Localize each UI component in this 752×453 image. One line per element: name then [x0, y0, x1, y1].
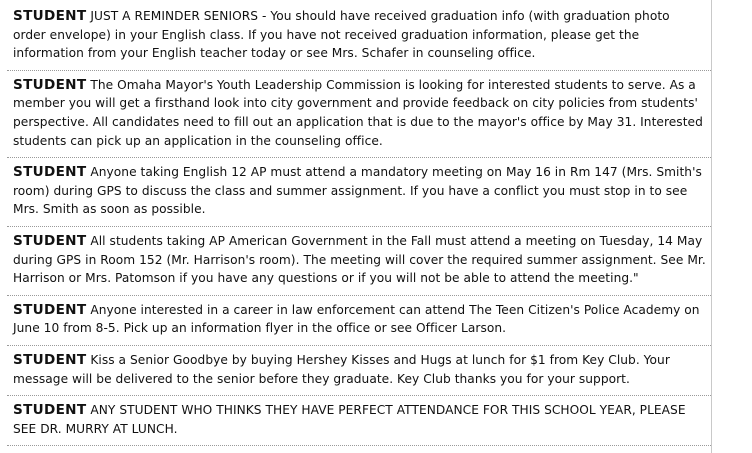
announcement-text: All students taking AP American Government in the Fall must attend a meeting on Tuesday, 14 May during GPS in Room 152 (Mr. Harrison's room). The meeting will cover the required summer assignment. See Mr. Harrison or Mrs. Patomson if you have any questions or if you will not be able to attend the meeting.": [13, 233, 706, 286]
announcement-text: JUST A REMINDER SENIORS - You should have received graduation info (with graduation photo order envelope) in your English class. If you have not received graduation information, please get the information from your English teacher today or see Mrs. Schafer in counseling office.: [13, 9, 670, 61]
content-right-border: [711, 0, 712, 453]
announcement-category: STUDENT: [13, 76, 87, 93]
announcement-category: STUDENT: [13, 8, 87, 24]
announcement-category: STUDENT: [13, 164, 87, 181]
announcement-text: Kiss a Senior Goodbye by buying Hershey Kisses and Hugs at lunch for $1 from Key Club. Your message will be delivered to the senior before they graduate. Key Club thanks you for your support.: [13, 352, 670, 386]
announcement-item: [7, 396, 711, 446]
announcement-text: The Omaha Mayor's Youth Leadership Commission is looking for interested students to serve. As a member you will get a firsthand look into city government and provide feedback on city policies from students' perspective. All candidates need to fill out an application that is due to the mayor's office by May 31. Interested students can pick up an application in the counseling office.: [13, 77, 703, 148]
announcement-item: [7, 2, 711, 71]
announcement-item: [7, 346, 711, 396]
announcement-list: [7, 2, 711, 446]
announcement-category: STUDENT: [13, 351, 87, 368]
announcement-item: [7, 158, 711, 227]
announcement-category: STUDENT: [13, 232, 87, 249]
announcement-text: Anyone taking English 12 AP must attend a mandatory meeting on May 16 in Rm 147 (Mrs. Smith's room) during GPS to discuss the class and summer assignment. If you have a conflict you must stop in to see Mrs. Smith as soon as possible.: [13, 165, 702, 217]
announcement-text: Anyone interested in a career in law enforcement can attend The Teen Citizen's Police Academy on June 10 from 8-5. Pick up an information flyer in the office or see Officer Larson.: [13, 302, 700, 336]
announcement-category: STUDENT: [13, 402, 87, 419]
announcement-item: [7, 227, 711, 296]
announcement-category: STUDENT: [13, 301, 87, 318]
announcement-item: [7, 296, 711, 346]
announcement-item: [7, 71, 711, 158]
announcement-text: ANY STUDENT WHO THINKS THEY HAVE PERFECT ATTENDANCE FOR THIS SCHOOL YEAR, PLEASE SEE DR. MURRY AT LUNCH.: [13, 403, 686, 436]
